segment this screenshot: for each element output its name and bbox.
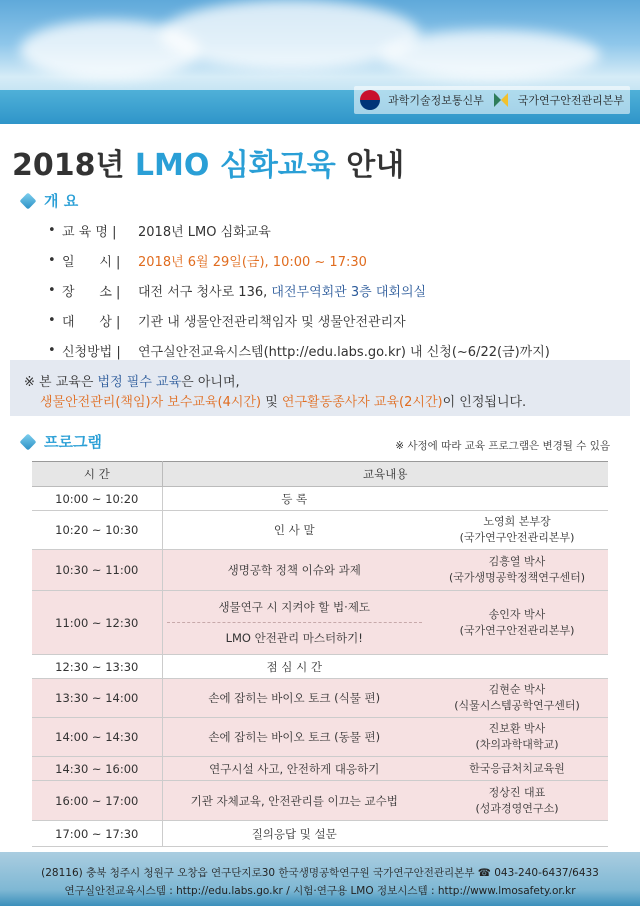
footer-links: 연구실안전교육시스템 : http://edu.labs.go.kr / 시험·연구용 LMO 정보시스템 : http://www.lmosafety.or.kr	[64, 885, 576, 897]
list-item: • 교 육 명 | 2018년 LMO 심화교육	[48, 222, 271, 240]
table-header	[32, 462, 608, 487]
overview-list	[48, 215, 608, 365]
table-row: 13:30 ~ 14:00 손에 잡히는 바이오 토크 (식물 편) 김현순 박사 (식물시스템공학연구센터)	[32, 679, 608, 718]
table-row: 17:00 ~ 17:30 질의응답 및 설문	[32, 821, 608, 847]
table-row: 10:00 ~ 10:20 등 록	[32, 487, 608, 511]
page-title: 2018년 LMO 심화교육 안내	[12, 148, 405, 183]
footer-address: (28116) 충북 청주시 청원구 오창읍 연구단지로30 한국생명공학연구원 국가연구안전관리본부 ☎ 043-240-6437/6433	[41, 867, 599, 879]
cube-icon	[20, 433, 37, 450]
table-row: 14:00 ~ 14:30 손에 잡히는 바이오 토크 (동물 편) 진보환 박사 (차의과학대학교)	[32, 718, 608, 757]
list-item: • 신청방법 | 연구실안전교육시스템(http://edu.labs.go.kr) 내 신청(~6/22(금)까지)	[48, 342, 550, 360]
org2-logo-text: 국가연구안전관리본부	[517, 94, 624, 107]
program-table	[32, 461, 608, 847]
table-row: 14:30 ~ 16:00 연구시설 사고, 안전하게 대응하기 한국응급처치교육원	[32, 757, 608, 781]
org1-logo-text: 과학기술정보통신부	[388, 94, 484, 107]
col-content-header: 교육내용	[162, 462, 608, 487]
col-time-header: 시 간	[32, 462, 162, 487]
table-row: 11:00 ~ 12:30 생물연구 시 지켜야 할 법·제도 LMO 안전관리 마스터하기! 송인자 박사 (국가연구안전관리본부)	[32, 591, 608, 655]
list-item: • 대 상 | 기관 내 생물안전관리책임자 및 생물안전관리자	[48, 312, 406, 330]
cube-icon	[20, 192, 37, 209]
list-item: • 일 시 | 2018년 6월 29일(금), 10:00 ~ 17:30	[48, 252, 367, 270]
footer	[0, 852, 640, 906]
list-item: • 장 소 | 대전 서구 청사로 136, 대전무역회관 3층 대회의실	[48, 282, 427, 300]
table-row: 12:30 ~ 13:30 점 심 시 간	[32, 655, 608, 679]
header-banner	[0, 0, 640, 124]
overview-heading: 개 요	[22, 190, 78, 211]
program-heading: 프로그램	[22, 431, 102, 452]
notice-box: ※ 본 교육은 법정 필수 교육은 아니며, 생물안전관리(책임)자 보수교육(4시간) 및 연구활동종사자 교육(2시간)이 인정됩니다.	[10, 360, 630, 416]
table-row: 10:20 ~ 10:30 인 사 말 노영희 본부장 (국가연구안전관리본부)	[32, 511, 608, 550]
government-emblem-icon	[360, 90, 380, 110]
table-row: 10:30 ~ 11:00 생명공학 정책 이슈와 과제 김흥열 박사 (국가생명공학정책연구센터)	[32, 550, 608, 591]
logo-bar	[354, 86, 630, 114]
program-note: ※ 사정에 따라 교육 프로그램은 변경될 수 있음	[395, 440, 610, 452]
research-safety-logo-icon	[492, 91, 510, 109]
table-row: 16:00 ~ 17:00 기관 자체교육, 안전관리를 이끄는 교수법 정상진 대표 (성과경영연구소)	[32, 781, 608, 821]
